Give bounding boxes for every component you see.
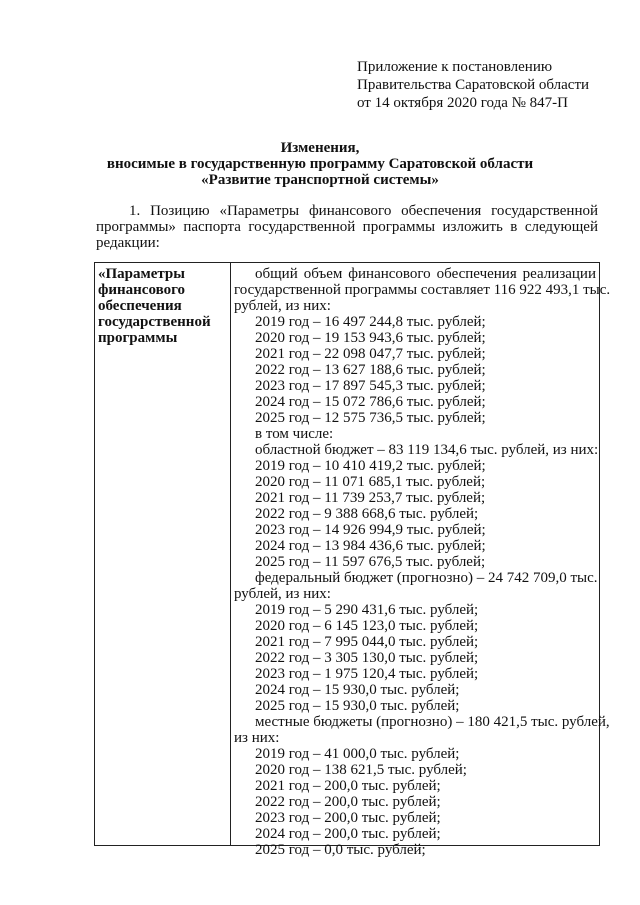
content-line: 2023 год – 14 926 994,9 тыс. рублей; [255,522,486,538]
content-line: 2023 год – 1 975 120,4 тыс. рублей; [255,666,479,682]
approval-line: от 14 октября 2020 года № 847-П [357,95,569,111]
content-line: рублей, из них: [234,298,331,314]
content-line: 2024 год – 15 072 786,6 тыс. рублей; [255,394,486,410]
content-line: из них: [234,730,280,746]
approval-block [357,58,589,112]
approval-line: Приложение к постановлению [357,59,553,75]
content-line: 2020 год – 6 145 123,0 тыс. рублей; [255,618,479,634]
content-line: 2021 год – 200,0 тыс. рублей; [255,778,441,794]
content-line: государственной программы составляет 116 922 493,1 тыс. [234,282,611,298]
parameter-label-cell [98,266,228,346]
content-line: 2022 год – 9 388 668,6 тыс. рублей; [255,506,479,522]
parameter-label-line: финансового [98,282,186,298]
content-line: 2022 год – 13 627 188,6 тыс. рублей; [255,362,486,378]
content-line: 2019 год – 5 290 431,6 тыс. рублей; [255,602,479,618]
parameter-label-line: «Параметры [98,266,185,282]
parameter-label-line: обеспечения [98,298,182,314]
document-heading [0,140,640,188]
content-line: 2019 год – 10 410 419,2 тыс. рублей; [255,458,486,474]
content-line: федеральный бюджет (прогнозно) – 24 742 709,0 тыс. [255,570,598,586]
table-column-divider [230,262,231,846]
content-line: 2024 год – 200,0 тыс. рублей; [255,826,441,842]
content-line: в том числе: [255,426,334,442]
content-line: 2025 год – 0,0 тыс. рублей; [255,842,426,858]
content-line: 2024 год – 15 930,0 тыс. рублей; [255,682,460,698]
funding-content-cell [234,266,611,858]
content-line: 2020 год – 138 621,5 тыс. рублей; [255,762,467,778]
content-line: 2021 год – 7 995 044,0 тыс. рублей; [255,634,479,650]
content-line: 2024 год – 13 984 436,6 тыс. рублей; [255,538,486,554]
heading-line: Изменения, [280,140,360,156]
content-line: общий объем финансового обеспечения реализации [255,266,596,282]
approval-line: Правительства Саратовской области [357,77,590,93]
content-line: 2023 год – 200,0 тыс. рублей; [255,810,441,826]
content-line: рублей, из них: [234,586,331,602]
content-line: 2022 год – 3 305 130,0 тыс. рублей; [255,650,479,666]
intro-paragraph: 1. Позицию «Параметры финансового обеспечения государственной программы» паспорта государственной программы изложить в следующей редакции: [96,203,598,251]
content-line: 2022 год – 200,0 тыс. рублей; [255,794,441,810]
content-line: 2021 год – 11 739 253,7 тыс. рублей; [255,490,486,506]
content-line: 2025 год – 15 930,0 тыс. рублей; [255,698,460,714]
content-line: 2025 год – 12 575 736,5 тыс. рублей; [255,410,486,426]
heading-line: вносимые в государственную программу Саратовской области [106,156,534,172]
parameter-label-line: программы [98,330,178,346]
heading-line: «Развитие транспортной системы» [201,172,439,188]
content-line: 2020 год – 19 153 943,6 тыс. рублей; [255,330,486,346]
content-line: 2023 год – 17 897 545,3 тыс. рублей; [255,378,486,394]
content-line: 2019 год – 16 497 244,8 тыс. рублей; [255,314,486,330]
content-line: местные бюджеты (прогнозно) – 180 421,5 тыс. рублей, [255,714,610,730]
content-line: 2021 год – 22 098 047,7 тыс. рублей; [255,346,486,362]
parameter-label-line: государственной [98,314,211,330]
content-line: 2019 год – 41 000,0 тыс. рублей; [255,746,460,762]
content-line: областной бюджет – 83 119 134,6 тыс. рублей, из них: [255,442,599,458]
content-line: 2025 год – 11 597 676,5 тыс. рублей; [255,554,486,570]
content-line: 2020 год – 11 071 685,1 тыс. рублей; [255,474,486,490]
